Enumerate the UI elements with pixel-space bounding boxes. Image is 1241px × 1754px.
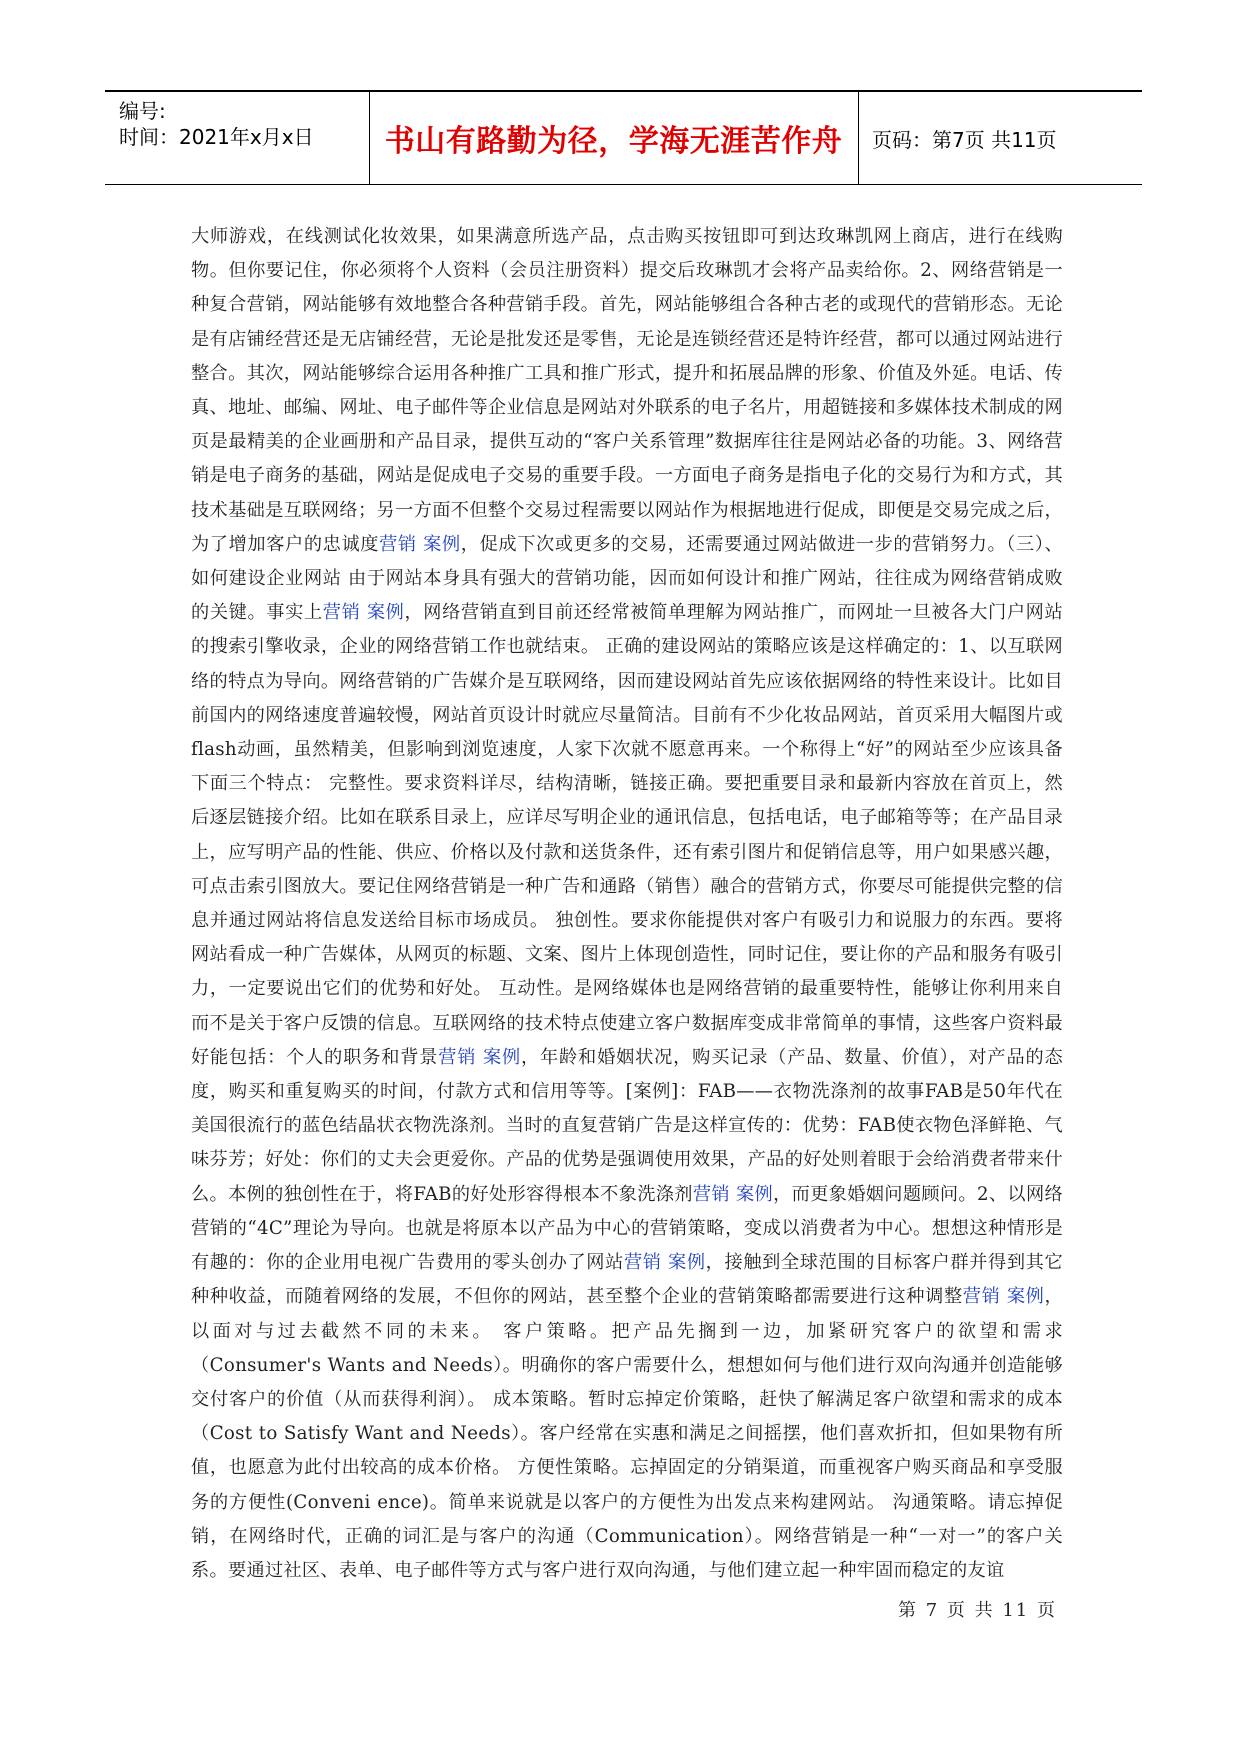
document-time-label: 时间：2021年x月x日 (119, 125, 314, 149)
marketing-case-link[interactable]: 营销 案例 (379, 533, 461, 555)
body-text-segment: ，接触到全球范围的目标客户群并得到其它种种收益，而随着网络的发展，不但你的网站，甚至整个企业的营销策略都需要进行这种调整 (191, 1252, 1063, 1308)
header-motto: 书山有路勤为径，学海无涯苦作舟 (369, 92, 859, 184)
page-header (105, 90, 1142, 185)
body-text-segment: 大师游戏，在线测试化妆效果，如果满意所选产品，点击购买按钮即可到达玫琳凯网上商店，进行在线购物。但你要记住，你必须将个人资料（会员注册资料）提交后玫琳凯才会将产品卖给你。2、网络营销是一种复合营销，网站能够有效地整合各种营销手段。首先，网站能够组合各种古老的或现代的营销形态。无论是有店铺经营还是无店铺经营，无论是批发还是零售，无论是连锁经营还是特许经营，都可以通过网站进行整合。其次，网站能够综合运用各种推广工具和推广形式，提升和拓展品牌的形象、价值及外延。电话、传真、地址、邮编、网址、电子邮件等企业信息是网站对外联系的电子名片，用超链接和多媒体技术制成的网页是最精美的企业画册和产品目录，提供互动的“客户关系管理”数据库往往是网站必备的功能。3、网络营销是电子商务的基础，网站是促成电子交易的重要手段。一方面电子商务是指电子化的交易行为和方式，其技术基础是互联网络；另一方面不但整个交易过程需要以网站作为根据地进行促成，即便是交易完成之后，为了增加客户的忠诚度 (191, 226, 1063, 555)
marketing-case-link[interactable]: 营销 案例 (623, 1252, 706, 1274)
document-number-label: 编号: (119, 99, 166, 123)
body-text-segment: ，以面对与过去截然不同的未来。 客户策略。把产品先搁到一边，加紧研究客户的欲望和需求（Consumer's Wants and Needs）。明确你的客户需要什么，想想如何与他们进行双向沟通并创造能够交付客户的价值（从而获得利润）。 成本策略。暂时忘掉定价策略，赶快了解满足客户欲望和需求的成本（Cost to Satisfy Want and Needs）。客户经常在实惠和满足之间摇摆，他们喜欢折扣，但如果物有所值，也愿意为此付出较高的成本价格。 方便性策略。忘掉固定的分销渠道，而重视客户购买商品和享受服务的方便性(Conveni ence)。简单来说就是以客户的方便性为出发点来构建网站。 沟通策略。请忘掉促销，在网络时代，正确的词汇是与客户的沟通（Communication）。网络营销是一种“一对一”的客户关系。要通过社区、表单、电子邮件等方式与客户进行双向沟通，与他们建立起一种牢固而稳定的友谊 (191, 1286, 1063, 1581)
document-body (191, 220, 1063, 1588)
marketing-case-link[interactable]: 营销 案例 (322, 602, 405, 624)
marketing-case-link[interactable]: 营销 案例 (438, 1046, 521, 1068)
marketing-case-link[interactable]: 营销 案例 (962, 1286, 1045, 1308)
marketing-case-link[interactable]: 营销 案例 (692, 1183, 774, 1205)
body-text-segment: ，年龄和婚姻状况，购买记录（产品、数量、价值），对产品的态度，购买和重复购买的时间，付款方式和信用等等。[案例]：FAB——衣物洗涤剂的故事FAB是50年代在美国很流行的蓝色结晶状衣物洗涤剂。当时的直复营销广告是这样宣传的：优势：FAB使衣物色泽鲜艳、气味芬芳；好处：你们的丈夫会更爱你。产品的优势是强调使用效果，产品的好处则着眼于会给消费者带来什么。本例的独创性在于，将FAB的好处形容得根本不象洗涤剂 (191, 1046, 1063, 1205)
page-footer-number: 第 7 页 共 11 页 (898, 1600, 1057, 1621)
body-text-segment: ，网络营销直到目前还经常被简单理解为网站推广，而网址一旦被各大门户网站的搜索引擎收录，企业的网络营销工作也就结束。 正确的建设网站的策略应该是这样确定的：1、以互联网络的特点为导向。网络营销的广告媒介是互联网络，因而建设网站首先应该依据网络的特性来设计。比如目前国内的网络速度普遍较慢，网站首页设计时就应尽量简洁。目前有不少化妆品网站，首页采用大幅图片或flash动画，虽然精美，但影响到浏览速度，人家下次就不愿意再来。一个称得上“好”的网站至少应该具备下面三个特点： 完整性。要求资料详尽，结构清晰，链接正确。要把重要目录和最新内容放在首页上，然后逐层链接介绍。比如在联系目录上，应详尽写明企业的通讯信息，包括电话，电子邮箱等等；在产品目录上，应写明产品的性能、供应、价格以及付款和送货条件，还有索引图片和促销信息等，用户如果感兴趣，可点击索引图放大。要记住网络营销是一种广告和通路（销售）融合的营销方式，你要尽可能提供完整的信息并通过网站将信息发送给目标市场成员。 独创性。要求你能提供对客户有吸引力和说服力的东西。要将网站看成一种广告媒体，从网页的标题、文案、图片上体现创造性，同时记住，要让你的产品和服务有吸引力，一定要说出它们的优势和好处。 互动性。是网络媒体也是网络营销的最重要特性，能够让你利用来自而不是关于客户反馈的信息。互联网络的技术特点使建立客户数据库变成非常简单的事情，这些客户资料最好能包括：个人的职务和背景 (191, 602, 1063, 1068)
header-page-label: 页码：第7页 共11页 (872, 127, 1057, 152)
header-meta-cell (105, 92, 370, 184)
body-text-segment: ，促成下次或更多的交易，还需要通过网站做进一步的营销努力。（三）、如何建设企业网站 由于网站本身具有强大的营销功能，因而如何设计和推广网站，往往成为网络营销成败的关键。事实上 (191, 533, 1063, 624)
body-text-segment: ，而更象婚姻问题顾问。2、以网络营销的“4C”理论为导向。也就是将原本以产品为中心的营销策略，变成以消费者为中心。想想这种情形是有趣的：你的企业用电视广告费用的零头创办了网站 (191, 1183, 1063, 1274)
